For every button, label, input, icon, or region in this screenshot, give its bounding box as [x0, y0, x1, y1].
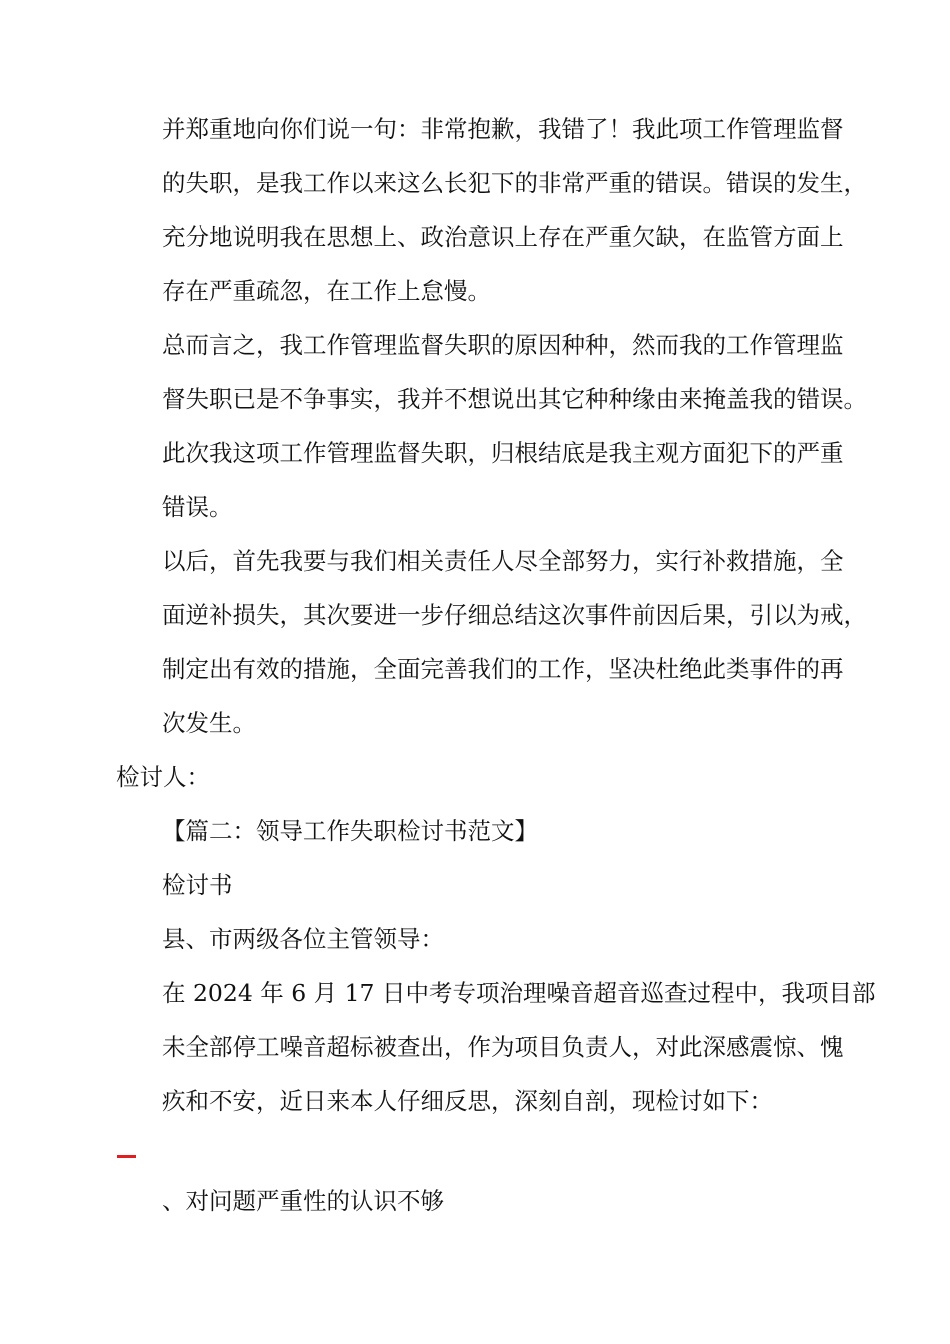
text-line: 此次我这项工作管理监督失职，归根结底是我主观方面犯下的严重: [162, 439, 844, 467]
text-line: 次发生。: [162, 709, 256, 737]
text-line: 督失职已是不争事实，我并不想说出其它种种缘由来掩盖我的错误。: [162, 385, 867, 413]
document-title-text: 检讨书: [162, 871, 233, 899]
paragraph-intro: [162, 966, 875, 1128]
section-heading: [162, 804, 538, 858]
text-line: 在 2024 年 6 月 17 日中考专项治理噪音超音巡查过程中，我项目部: [162, 979, 876, 1007]
salutation-text: 县、市两级各位主管领导：: [162, 925, 444, 953]
text-line: 未全部停工噪音超标被查出，作为项目负责人，对此深感震惊、愧: [162, 1033, 844, 1061]
paragraph-summary: [162, 318, 867, 534]
paragraph-remedy: [162, 534, 867, 750]
red-dash-mark: [117, 1155, 136, 1158]
text-line: 以后，首先我要与我们相关责任人尽全部努力，实行补救措施，全: [162, 547, 844, 575]
text-line: 充分地说明我在思想上、政治意识上存在严重欠缺，在监管方面上: [162, 223, 844, 251]
signature-label: [116, 750, 210, 804]
text-line: 的失职，是我工作以来这么长犯下的非常严重的错误。错误的发生，: [162, 169, 867, 197]
section-heading-text: 【篇二：领导工作失职检讨书范文】: [162, 817, 538, 845]
text-line: 疚和不安，近日来本人仔细反思，深刻自剖，现检讨如下：: [162, 1087, 773, 1115]
text-line: 制定出有效的措施，全面完善我们的工作，坚决杜绝此类事件的再: [162, 655, 844, 683]
paragraph-apology: [162, 102, 867, 318]
text-line: 并郑重地向你们说一句：非常抱歉，我错了！我此项工作管理监督: [162, 115, 844, 143]
list-item-one-text: 、对问题严重性的认识不够: [162, 1187, 444, 1215]
list-item-one: [162, 1174, 444, 1228]
text-line: 面逆补损失，其次要进一步仔细总结这次事件前因后果，引以为戒，: [162, 601, 867, 629]
text-line: 总而言之，我工作管理监督失职的原因种种，然而我的工作管理监: [162, 331, 844, 359]
document-title: [162, 858, 233, 912]
text-line: 错误。: [162, 493, 233, 521]
text-line: 存在严重疏忽，在工作上怠慢。: [162, 277, 491, 305]
signature-label-text: 检讨人：: [116, 763, 210, 791]
salutation: [162, 912, 444, 966]
